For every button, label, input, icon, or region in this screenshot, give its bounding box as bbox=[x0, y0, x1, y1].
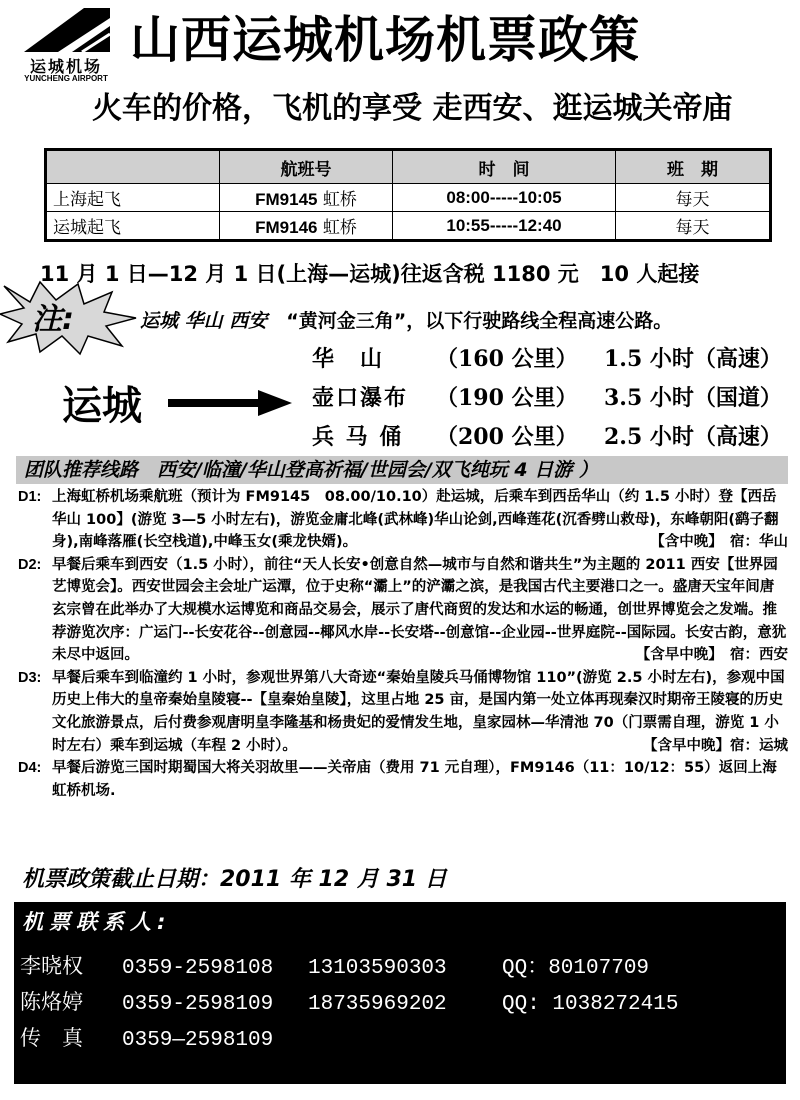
day-label: D2: bbox=[18, 556, 42, 573]
day-text: 上海虹桥机场乘航班（预计为 FM9145 08.00/10.10）赴运城，后乘车到西岳华山（约 1.5 小时）登【西岳华山 100】(游览 3—5 小时左右)，游览金庸北峰(武林峰)华山论剑,西峰莲花(沉香劈山救母)，东峰朝阳(鹞子翻身),南峰落雁(长空栈道),中峰玉女(乘龙快婿)。 bbox=[52, 489, 779, 551]
route-name: 壶口瀑布 bbox=[312, 385, 409, 411]
schedule-cell: 每天 bbox=[616, 212, 771, 241]
itinerary bbox=[18, 486, 788, 802]
route-distance: （200 公里） bbox=[436, 424, 578, 450]
route-row bbox=[312, 381, 782, 412]
contact-phone[interactable]: 0359-2598108 bbox=[122, 957, 274, 980]
contact-name: 传 真 bbox=[20, 1026, 83, 1050]
route-name: 华 山 bbox=[312, 346, 385, 372]
flight-number: FM9145 bbox=[255, 190, 318, 209]
table-header-cell: 班 期 bbox=[616, 150, 771, 184]
promo-text: 11 月 1 日—12 月 1 日(上海—运城)往返含税 1180 元 10 人起接 bbox=[40, 262, 700, 286]
route-distance: （160 公里） bbox=[436, 346, 578, 372]
policy-deadline: 机票政策截止日期：2011 年 12 月 31 日 bbox=[22, 867, 447, 892]
flight-airport: 虹桥 bbox=[322, 218, 357, 238]
day-label: D3: bbox=[18, 669, 42, 686]
logo-cn-text: 运城机场 bbox=[29, 57, 102, 76]
route-name: 兵 马 俑 bbox=[312, 424, 404, 450]
day-text: 早餐后乘车到临潼约 1 小时，参观世界第八大奇迹“秦始皇陵兵马俑博物馆 110”(游览 2.5 小时左右)，参观中国历史上伟大的皇帝秦始皇陵寝--【皇秦始皇陵】，这里占地 25 亩，是国内第一处立体再现秦汉时期帝王陵寝的历史文化旅游景点，后付费参观唐明皇李隆基和杨贵妃的爱情发生地，皇家园林—华清池 70（门票需自理，游览 1 小时左右）乘车到运城（车程 2 小时）。 bbox=[52, 669, 785, 754]
logo-en-text: YUNCHENG AIRPORT bbox=[24, 74, 108, 83]
itinerary-day bbox=[18, 757, 788, 802]
table-row bbox=[46, 184, 771, 212]
table-header-cell: 航班号 bbox=[220, 150, 393, 184]
route-cell: 上海起飞 bbox=[46, 184, 220, 212]
airport-logo bbox=[14, 8, 118, 86]
schedule-cell: 每天 bbox=[616, 184, 771, 212]
runway-logo-icon bbox=[24, 8, 110, 52]
contact-row bbox=[20, 950, 649, 980]
day-label: D4: bbox=[18, 760, 42, 777]
arrow-right-icon bbox=[168, 388, 292, 418]
table-header-cell bbox=[46, 150, 220, 184]
note-text bbox=[140, 306, 672, 333]
day-body bbox=[52, 486, 788, 554]
page-title: 山西运城机场机票政策 bbox=[130, 11, 640, 69]
route-distance: （190 公里） bbox=[436, 385, 578, 411]
contact-fax[interactable]: 0359—2598109 bbox=[122, 1029, 274, 1052]
table-row bbox=[46, 212, 771, 241]
route-row bbox=[312, 420, 782, 451]
page-subtitle: 火车的价格，飞机的享受 走西安、逛运城关帝庙 bbox=[92, 91, 733, 126]
day-meals: 【含早中晚】宿：运城 bbox=[643, 737, 788, 754]
contact-panel bbox=[14, 902, 786, 1084]
route-row bbox=[312, 342, 782, 373]
note-places: 运城 华山 西安 bbox=[140, 310, 268, 332]
time-cell: 10:55-----12:40 bbox=[393, 212, 616, 241]
flight-airport: 虹桥 bbox=[322, 190, 357, 210]
route-time: 2.5 小时（高速） bbox=[604, 424, 782, 450]
contact-qq: QQ: 1038272415 bbox=[502, 993, 679, 1016]
time-cell: 08:00-----10:05 bbox=[393, 184, 616, 212]
flight-cell bbox=[220, 184, 393, 212]
contact-phone[interactable]: 0359-2598109 bbox=[122, 993, 274, 1016]
route-origin: 运城 bbox=[62, 382, 142, 429]
contact-mobile[interactable]: 13103590303 bbox=[308, 957, 447, 980]
group-tour-title: 团队推荐线路 西安/临潼/华山登高祈福/世园会/双飞纯玩 4 日游 ） bbox=[16, 456, 788, 484]
day-meals: 【含早中晚】 宿：西安 bbox=[635, 647, 788, 664]
route-time: 3.5 小时（国道） bbox=[604, 385, 782, 411]
contact-name: 陈烙婷 bbox=[20, 990, 83, 1014]
contact-mobile[interactable]: 18735969202 bbox=[308, 993, 447, 1016]
itinerary-day bbox=[18, 667, 788, 757]
route-time: 1.5 小时（高速） bbox=[604, 346, 782, 372]
route-cell: 运城起飞 bbox=[46, 212, 220, 241]
note-label: 注: bbox=[32, 302, 74, 337]
flight-table bbox=[44, 148, 772, 242]
contact-row bbox=[20, 1022, 308, 1052]
table-header-row bbox=[46, 150, 771, 184]
note-desc: “黄河金三角”，以下行驶路线全程高速公路。 bbox=[286, 310, 673, 332]
day-body bbox=[52, 757, 788, 802]
day-label: D1: bbox=[18, 489, 42, 505]
itinerary-day bbox=[18, 554, 788, 667]
itinerary-day bbox=[18, 486, 788, 554]
day-body bbox=[52, 667, 788, 757]
contact-name: 李晓权 bbox=[20, 954, 83, 978]
table-header-cell: 时 间 bbox=[393, 150, 616, 184]
day-text: 早餐后游览三国时期蜀国大将关羽故里——关帝庙（费用 71 元自理），FM9146（11：10/12：55）返回上海虹桥机场. bbox=[52, 760, 777, 799]
contact-title: 机票联系人: bbox=[22, 910, 172, 934]
day-body bbox=[52, 554, 788, 667]
flight-cell bbox=[220, 212, 393, 241]
day-text: 早餐后乘车到西安（1.5 小时），前往“天人长安•创意自然—城市与自然和谐共生”为主题的 2011 西安【世界园艺博览会】。西安世园会主会址广运潭，位于史称“灞上”的浐灞之滨，是我国古代主要港口之一。盛唐天宝年间唐玄宗曾在此举办了大规模水运博览和商品交易会，展示了唐代商贸的发达和水运的畅通，创世界博览会之发端。推荐游览次序：广运门--长安花谷--创意园--椰风水岸--长安塔--创意馆--企业园--世界庭院--国际园。长安古韵，意犹未尽中返回。 bbox=[52, 556, 787, 664]
contact-qq: QQ：80107709 bbox=[502, 957, 650, 980]
flight-number: FM9146 bbox=[255, 218, 318, 237]
contact-row bbox=[20, 986, 678, 1016]
day-meals: 【含中晚】 宿：华山 bbox=[650, 534, 788, 551]
